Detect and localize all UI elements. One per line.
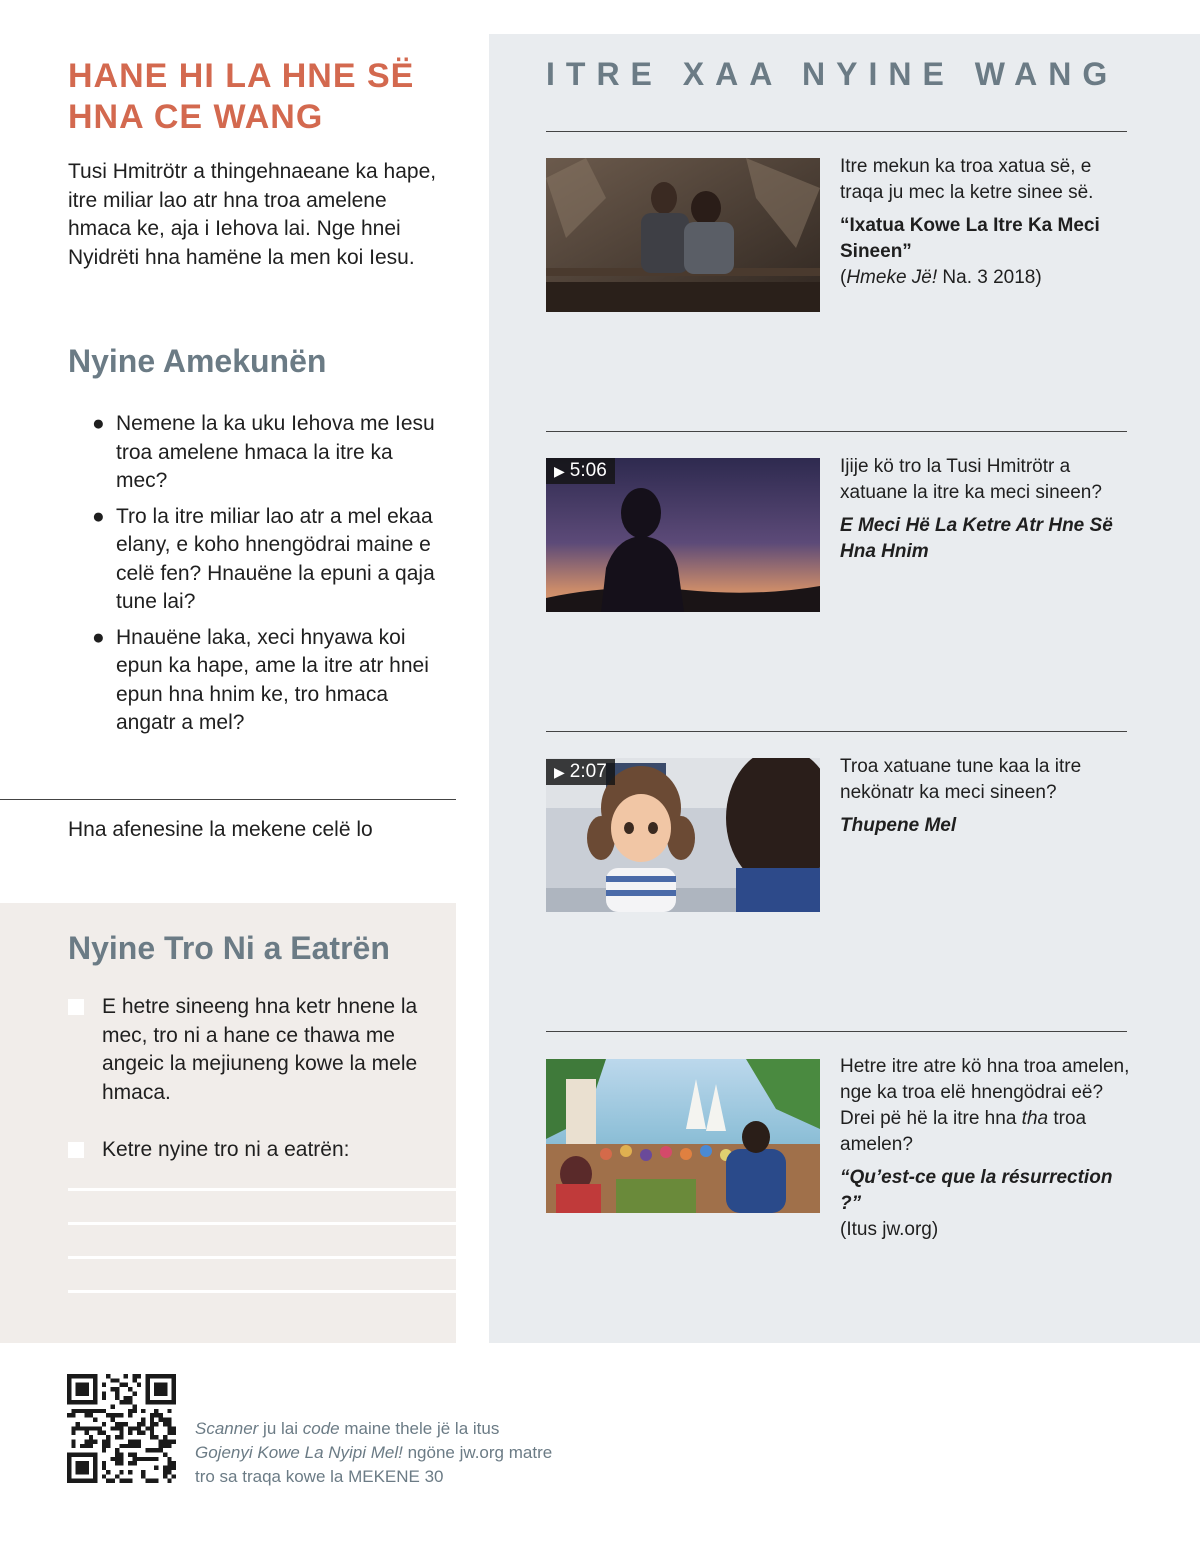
resource-question: Troa xatuane tune kaa la itre nekönatr ka meci sineen? (840, 756, 1082, 803)
questions-heading: Nyine Amekunën (68, 343, 327, 379)
intro-paragraph: Tusi Hmitrötr a thingehnaeane ka hape, itre miliar lao atr hna troa amelene hmaca ke, aja i Iehova lai. Nge hnei Nyidrëti hna hamëne la men koi Iesu. (68, 160, 437, 269)
article-link[interactable]: “Qu’est-ce que la résurrection ?” (840, 1167, 1113, 1214)
bullet-icon: ● (92, 625, 105, 649)
paradise-crowd-image[interactable] (546, 1059, 820, 1213)
video-duration-badge (546, 458, 615, 484)
goal-text: E hetre sineeng hna ketr hnene la mec, tro ni a hane ce thawa me angeic la mejiuneng kowe la mele hmaca. (102, 995, 418, 1104)
bullet-icon: ● (92, 504, 105, 528)
writing-line[interactable] (68, 1290, 456, 1293)
goal-panel (0, 903, 456, 1343)
duration-text: 5:06 (569, 460, 607, 481)
writing-line[interactable] (68, 1256, 456, 1259)
resource-item (840, 154, 1130, 291)
question-text: Hnauëne laka, xeci hnyawa koi epun ka hape, ame la itre atr hnei epun hna hnim ke, tro hmaca angatr a mel? (116, 625, 429, 734)
item-divider (546, 131, 1127, 132)
play-icon: ▶ (554, 463, 565, 479)
question-text: Nemene la ka uku Iehova me Iesu troa amelene hmaca la itre ka mec? (116, 412, 435, 492)
item-divider (546, 731, 1127, 732)
footer-text: ju lai (258, 1419, 303, 1438)
article-link[interactable]: “Ixatua Kowe La Itre Ka Meci Sineen” (840, 215, 1100, 262)
list-item (92, 624, 437, 738)
resource-item (840, 454, 1130, 565)
footer-note (195, 1417, 555, 1489)
video-link[interactable]: E Meci Hë La Ketre Atr Hne Së Hna Hnim (840, 515, 1113, 562)
goal-heading: Nyine Tro Ni a Eatrën (68, 930, 390, 966)
writing-line[interactable] (68, 1222, 456, 1225)
source-paren: ( (840, 267, 847, 288)
summary-label: Hna afenesine la mekene celë lo (68, 818, 373, 841)
footer-book-title: Gojenyi Kowe La Nyipi Mel! (195, 1443, 403, 1462)
footer-text: maine thele jë la itus (339, 1419, 500, 1438)
item-divider (546, 431, 1127, 432)
lesson-title: HANE HI LA HNE SË HNA CE WANG (68, 57, 415, 136)
bullet-icon: ● (92, 412, 105, 435)
checkbox[interactable] (68, 1142, 84, 1158)
resource-source (840, 265, 1130, 291)
video-duration-badge (546, 759, 615, 785)
resource-question (840, 1054, 1130, 1158)
goal-item (68, 993, 428, 1107)
resources-title: ITRE XAA NYINE WANG (546, 56, 1119, 92)
list-item (92, 503, 437, 617)
duration-text: 2:07 (569, 761, 607, 782)
video-link[interactable]: Thupene Mel (840, 815, 957, 836)
checkbox[interactable] (68, 999, 84, 1015)
footer-code: code (302, 1419, 340, 1438)
qr-code-icon[interactable] (67, 1374, 176, 1483)
goal-item (68, 1136, 428, 1165)
source-issue: Na. 3 2018) (937, 267, 1042, 288)
question-part: troa amelen? (840, 1108, 1087, 1155)
questions-list (92, 410, 437, 745)
couple-bridge-image[interactable] (546, 158, 820, 312)
play-icon: ▶ (554, 764, 565, 780)
list-item (92, 410, 437, 496)
item-divider (546, 1031, 1127, 1032)
resource-source: (Itus jw.org) (840, 1219, 939, 1240)
question-text: Tro la itre miliar lao atr a mel ekaa elany, e koho hnengödrai maine e celë fen? Hnauëne la epuni a qaja tune lai? (116, 504, 435, 613)
question-emphasis: tha (1021, 1108, 1049, 1129)
magazine-name: Hmeke Jë! (846, 267, 938, 288)
goal-text: Ketre nyine tro ni a eatrën: (102, 1138, 350, 1161)
footer-scanner: Scanner (195, 1419, 259, 1438)
footer-text: ngöne jw.org matre tro sa traqa kowe la MEKENE 30 (195, 1443, 553, 1486)
writing-line[interactable] (68, 1188, 456, 1191)
resource-item (840, 754, 1130, 839)
section-divider (0, 799, 456, 800)
question-part: Hetre itre atre kö hna troa amelen, nge ka troa elë hnengödrai eë? Drei pë hë la itre hna (840, 1056, 1130, 1129)
resource-question: Itre mekun ka troa xatua së, e traqa ju mec la ketre sinee së. (840, 156, 1094, 203)
resource-question: Ijije kö tro la Tusi Hmitrötr a xatuane la itre ka meci sineen? (840, 456, 1102, 503)
resource-item (840, 1054, 1130, 1243)
